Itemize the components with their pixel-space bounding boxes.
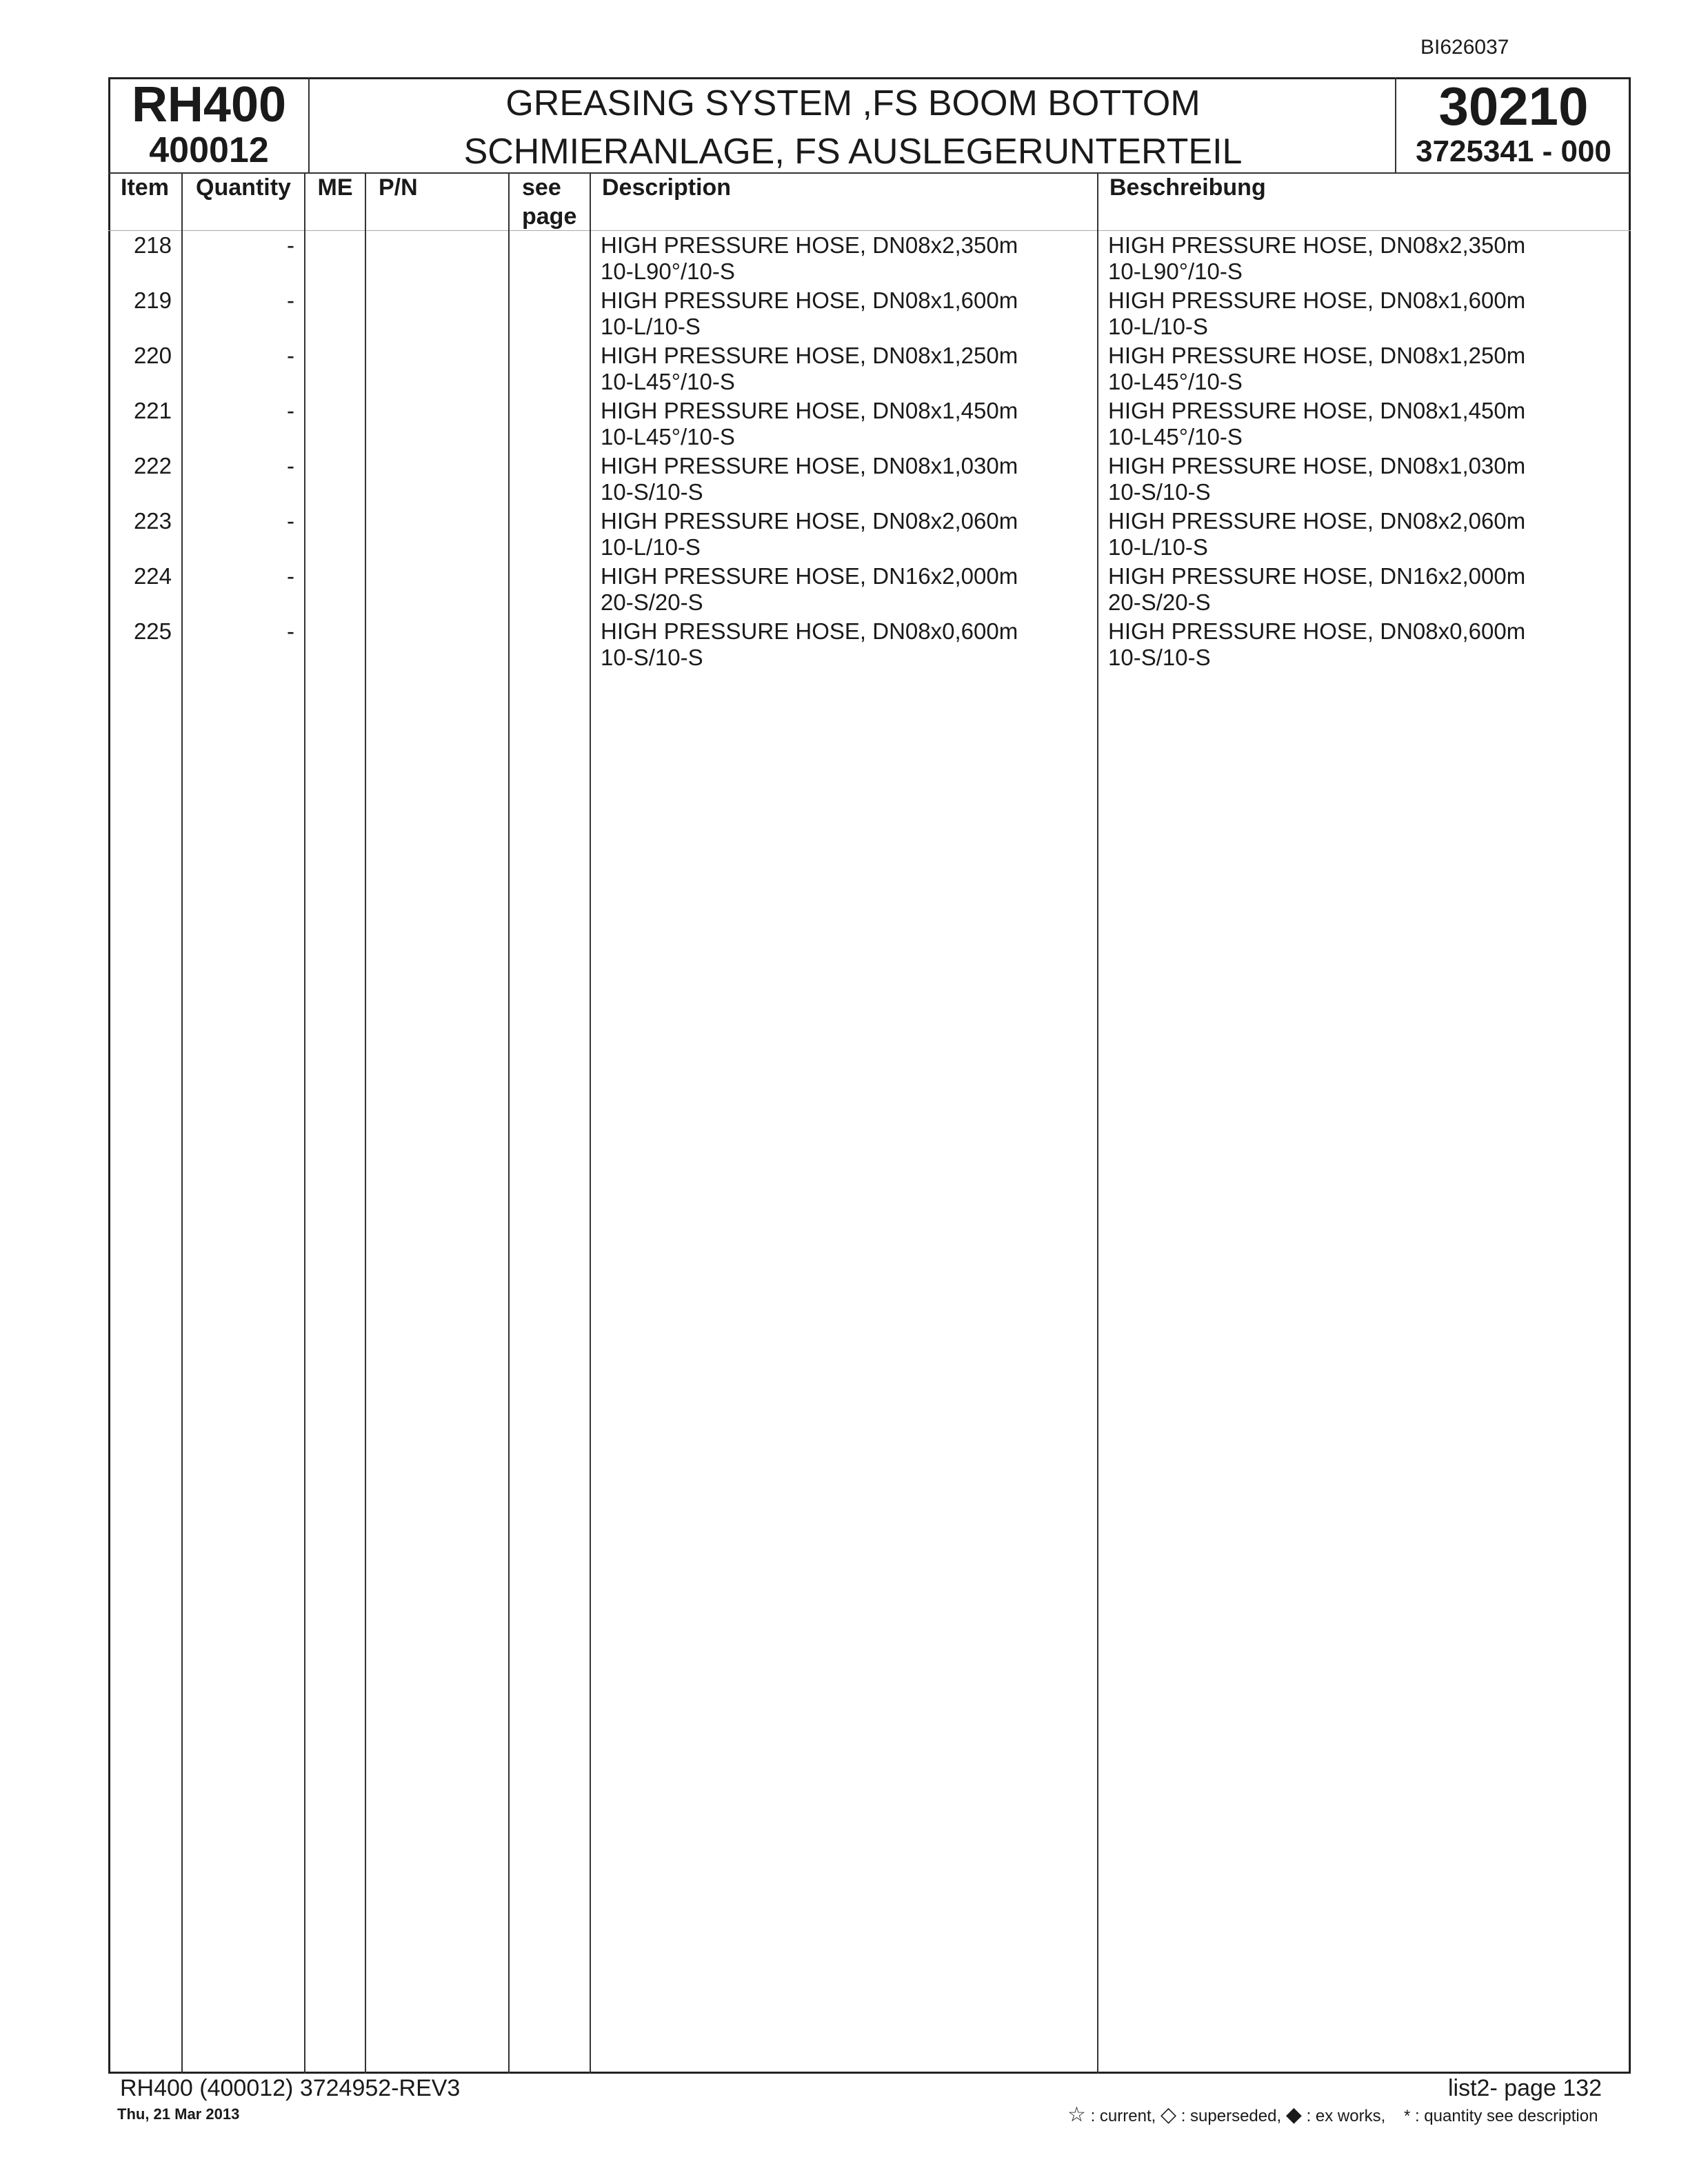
serial-number: 400012 — [149, 130, 269, 170]
quantity: - — [287, 618, 294, 644]
document-id: BI626037 — [1420, 36, 1509, 59]
description-line-1: HIGH PRESSURE HOSE, DN08x1,250m — [601, 343, 1018, 368]
quantity: - — [287, 343, 294, 368]
quantity: - — [287, 398, 294, 423]
column-header-pn: P/N — [379, 174, 418, 201]
description-line-1: HIGH PRESSURE HOSE, DN08x1,450m — [601, 398, 1018, 423]
legend-superseded: : superseded, — [1180, 2107, 1282, 2125]
beschreibung-line-1: HIGH PRESSURE HOSE, DN08x1,600m — [1108, 287, 1526, 313]
beschreibung-line-1: HIGH PRESSURE HOSE, DN08x0,600m — [1108, 618, 1526, 644]
page-title-german: SCHMIERANLAGE, FS AUSLEGERUNTERTEIL — [463, 132, 1243, 172]
column-divider-quantity — [304, 174, 305, 2074]
column-divider-see-page — [590, 174, 591, 2074]
item-number: 218 — [133, 232, 172, 258]
column-header-description: Description — [602, 174, 732, 201]
diamond-outline-icon: ◇ — [1160, 2103, 1177, 2126]
item-number: 224 — [133, 563, 172, 589]
description-line-2: 10-L/10-S — [601, 534, 701, 560]
description-line-2: 10-L45°/10-S — [601, 369, 735, 394]
item-number: 223 — [133, 508, 172, 534]
quantity: - — [287, 232, 294, 258]
description-line-1: HIGH PRESSURE HOSE, DN08x2,060m — [601, 508, 1018, 534]
description-line-1: HIGH PRESSURE HOSE, DN16x2,000m — [601, 563, 1018, 589]
beschreibung-line-1: HIGH PRESSURE HOSE, DN08x2,060m — [1108, 508, 1526, 534]
item-number: 220 — [133, 343, 172, 368]
description-line-2: 10-S/10-S — [601, 479, 703, 505]
group-number: 30210 — [1438, 76, 1589, 136]
document-number: 3725341 - 000 — [1416, 134, 1611, 168]
beschreibung-line-2: 20-S/20-S — [1108, 589, 1211, 615]
model-name: RH400 — [131, 77, 287, 132]
description-line-1: HIGH PRESSURE HOSE, DN08x1,030m — [601, 453, 1018, 478]
legend-ex-works: : ex works, — [1306, 2107, 1386, 2125]
beschreibung-line-2: 10-L45°/10-S — [1108, 424, 1243, 449]
star-outline-icon: ☆ — [1067, 2103, 1086, 2126]
description-line-2: 10-L90°/10-S — [601, 259, 735, 284]
description-line-2: 20-S/20-S — [601, 589, 703, 615]
beschreibung-line-2: 10-S/10-S — [1108, 645, 1211, 670]
description-line-1: HIGH PRESSURE HOSE, DN08x0,600m — [601, 618, 1018, 644]
description-line-2: 10-L/10-S — [601, 314, 701, 339]
beschreibung-line-2: 10-L45°/10-S — [1108, 369, 1243, 394]
legend-quantity-note: * : quantity see description — [1403, 2107, 1598, 2125]
beschreibung-line-1: HIGH PRESSURE HOSE, DN16x2,000m — [1108, 563, 1526, 589]
column-header-quantity: Quantity — [196, 174, 291, 201]
footer-page-number: list2- page 132 — [1448, 2075, 1602, 2101]
footer-date: Thu, 21 Mar 2013 — [117, 2105, 240, 2123]
column-header-me: ME — [317, 174, 353, 201]
beschreibung-line-2: 10-L90°/10-S — [1108, 259, 1243, 284]
item-number: 225 — [133, 618, 172, 644]
item-number: 222 — [133, 453, 172, 478]
beschreibung-line-1: HIGH PRESSURE HOSE, DN08x2,350m — [1108, 232, 1526, 258]
quantity: - — [287, 563, 294, 589]
quantity: - — [287, 287, 294, 313]
parts-table-frame — [108, 77, 1631, 2074]
item-number: 221 — [133, 398, 172, 423]
quantity: - — [287, 508, 294, 534]
footer-legend — [1067, 2103, 1598, 2127]
beschreibung-line-1: HIGH PRESSURE HOSE, DN08x1,030m — [1108, 453, 1526, 478]
description-line-2: 10-S/10-S — [601, 645, 703, 670]
beschreibung-line-1: HIGH PRESSURE HOSE, DN08x1,450m — [1108, 398, 1526, 423]
beschreibung-line-1: HIGH PRESSURE HOSE, DN08x1,250m — [1108, 343, 1526, 368]
description-line-1: HIGH PRESSURE HOSE, DN08x1,600m — [601, 287, 1018, 313]
column-header-item: Item — [121, 174, 169, 201]
column-divider-me — [365, 174, 366, 2074]
column-header-beschreibung: Beschreibung — [1109, 174, 1266, 201]
page-title-english: GREASING SYSTEM ,FS BOOM BOTTOM — [505, 83, 1200, 123]
legend-current: : current, — [1090, 2107, 1156, 2125]
beschreibung-line-2: 10-L/10-S — [1108, 314, 1208, 339]
column-header-see: see — [522, 174, 561, 201]
column-divider-pn — [508, 174, 510, 2074]
column-header-page: page — [522, 203, 577, 230]
description-line-2: 10-L45°/10-S — [601, 424, 735, 449]
item-number: 219 — [133, 287, 172, 313]
footer-document-reference: RH400 (400012) 3724952-REV3 — [120, 2075, 461, 2101]
description-line-1: HIGH PRESSURE HOSE, DN08x2,350m — [601, 232, 1018, 258]
quantity: - — [287, 453, 294, 478]
beschreibung-line-2: 10-S/10-S — [1108, 479, 1211, 505]
column-divider-description — [1097, 174, 1098, 2074]
diamond-filled-icon: ◆ — [1285, 2103, 1302, 2126]
beschreibung-line-2: 10-L/10-S — [1108, 534, 1208, 560]
column-header-rule — [108, 230, 1631, 231]
